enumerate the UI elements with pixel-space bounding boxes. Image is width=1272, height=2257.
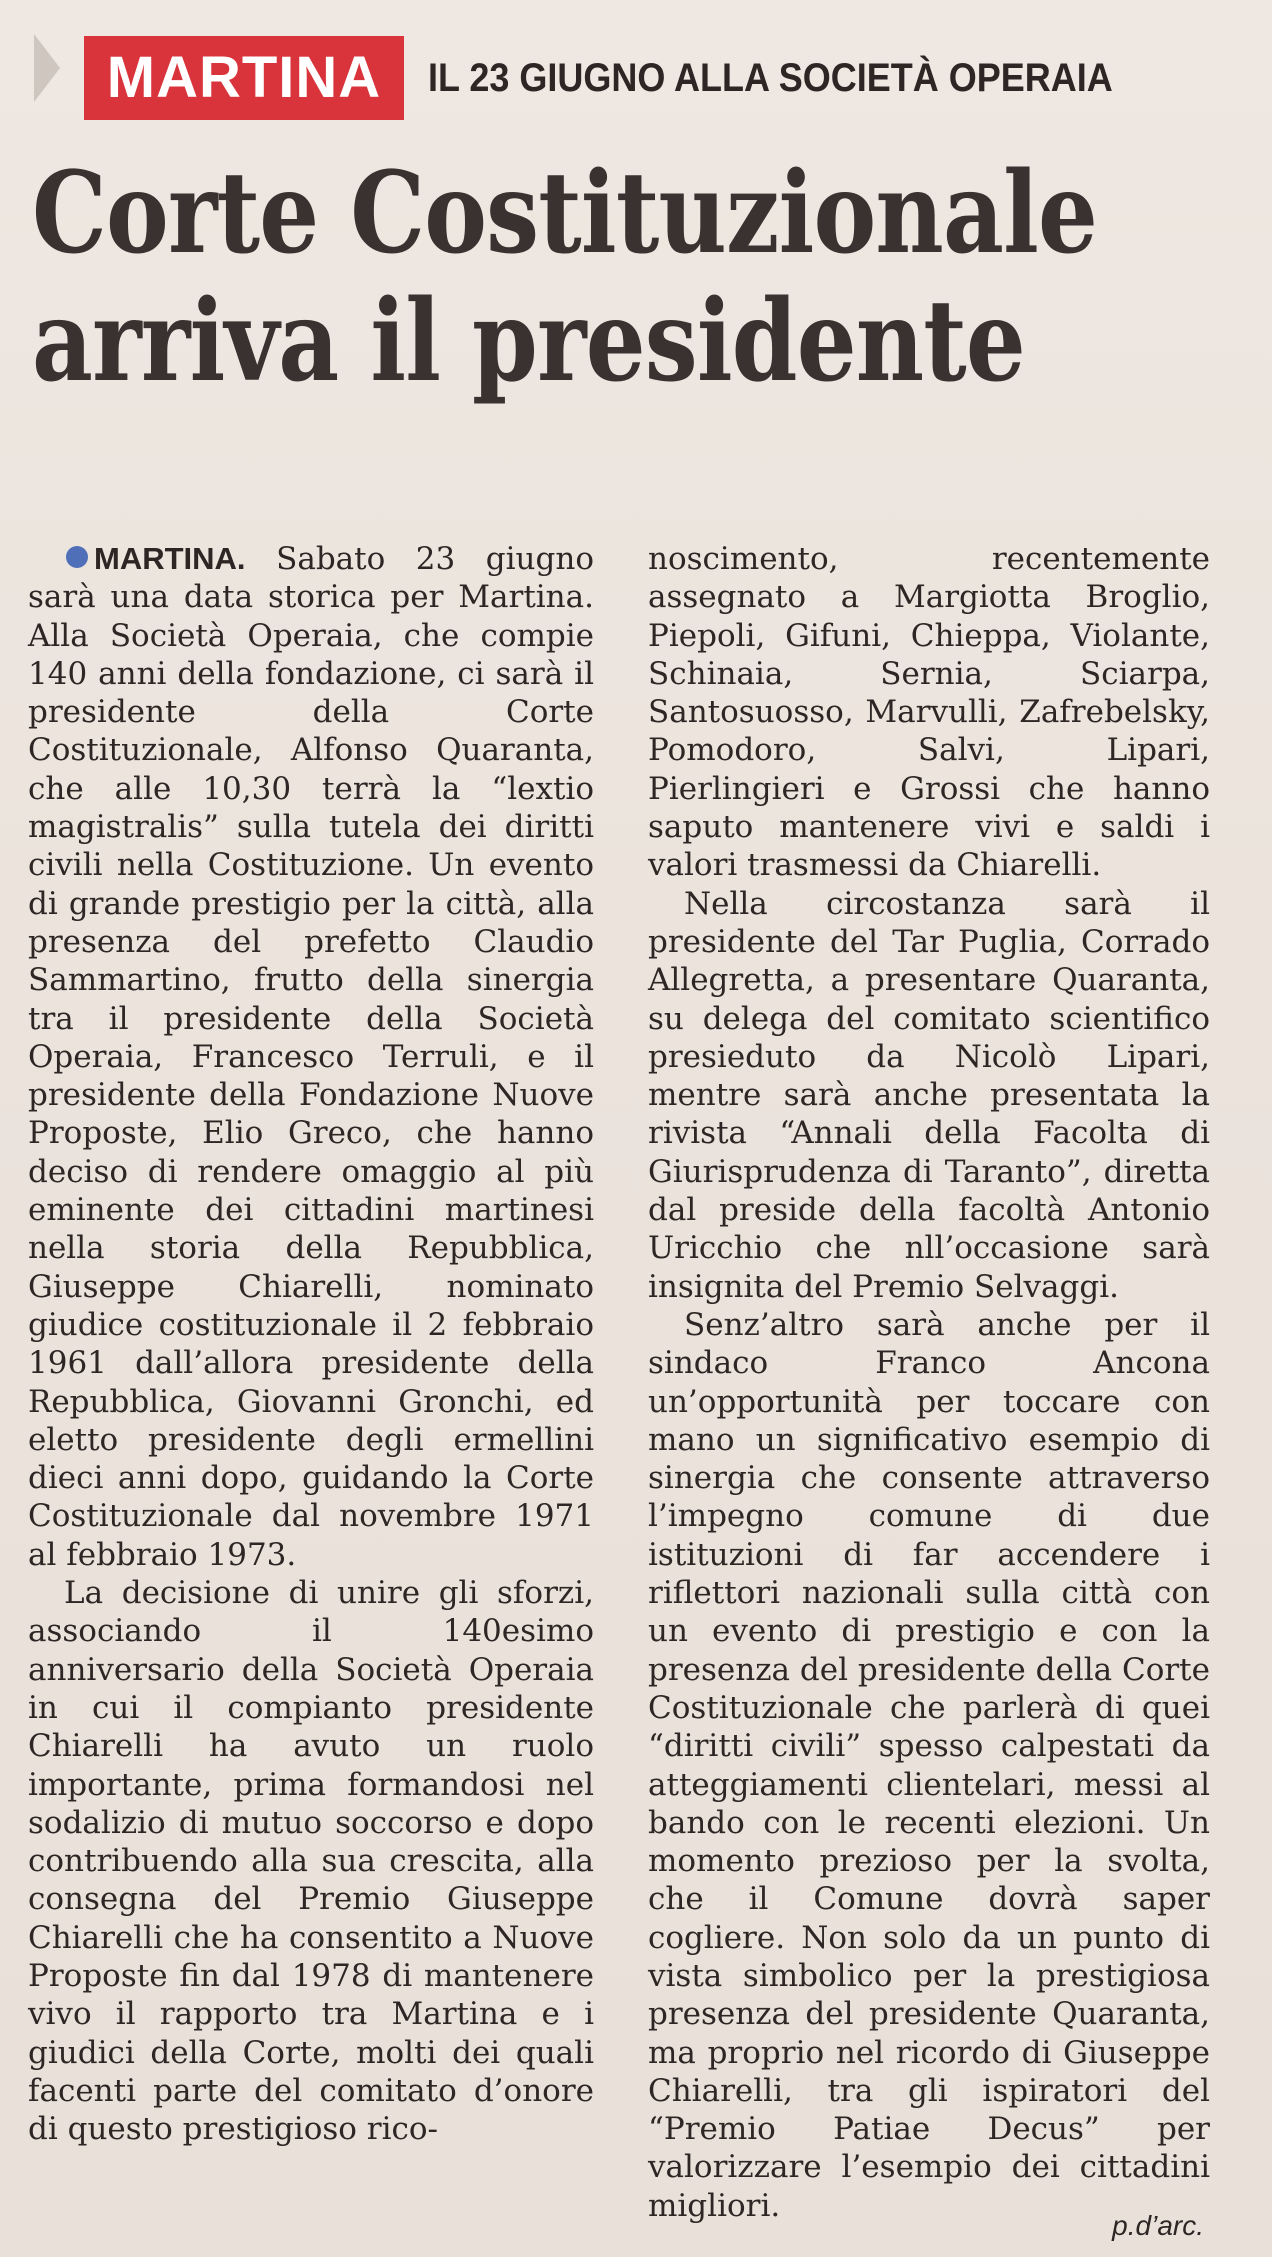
headline-line-2: arriva il presidente xyxy=(32,276,1025,407)
headline-line-1: Corte Costituzionale xyxy=(32,148,1097,279)
kicker-subtitle: IL 23 GIUGNO ALLA SOCIETÀ OPERAIA xyxy=(428,56,1113,100)
paragraph-2: La decisione di unire gli sforzi, associando il 140esimo anniversario della Società Operaia in cui il compianto presidente Chiarelli ha avuto un ruolo importante, prima formandosi nel sodalizio di mutuo soccorso e dopo contribuendo alla sua crescita, alla consegna del Premio Giuseppe Chiarelli che ha consentito a Nuove Proposte fin dal 1978 di mantenere vivo il rapporto tra Martina e i giudici della Corte, molti dei quali facenti parte del comitato d’onore di questo prestigioso rico- xyxy=(28,1575,594,2148)
author-signature: p.d’arc. xyxy=(1112,2210,1204,2241)
bullet-dot-icon xyxy=(66,546,88,568)
paragraph-1 xyxy=(28,540,594,1574)
article-column-right xyxy=(648,540,1210,2225)
paragraph-5: Senz’altro sarà anche per il sindaco Franco Ancona un’opportunità per toccare con mano un significativo esempio di sinergia che consente attraverso l’impegno comune di due istituzioni di far accendere i riflettori nazionali sulla città con un evento di prestigio e con la presenza del presidente della Corte Costituzionale che parlerà di quei “diritti civili” spesso calpestati da atteggiamenti clientelari, messi al bando con le recenti elezioni. Un momento prezioso per la svolta, che il Comune dovrà saper cogliere. Non solo da un punto di vista simbolico per la prestigiosa presenza del presidente Quaranta, ma proprio nel ricordo di Giuseppe Chiarelli, tra gli ispiratori del “Premio Patiae Decus” per valorizzare l’esempio dei cittadini migliori. xyxy=(648,1306,1210,2224)
paragraph-4: Nella circostanza sarà il presidente del Tar Puglia, Corrado Allegretta, a presentare Quaranta, su delega del comitato scientifico presieduto da Nicolò Lipari, mentre sarà anche presentata la rivista “Annali della Facolta di Giurisprudenza di Taranto”, diretta dal preside della facoltà Antonio Uricchio che nll’occasione sarà insignita del Premio Selvaggi. xyxy=(648,885,1210,1305)
article-column-left xyxy=(28,540,594,2148)
paragraph-3: noscimento, recentemente assegnato a Margiotta Broglio, Piepoli, Gifuni, Chieppa, Violante, Schinaia, Sernia, Sciarpa, Santosuosso, Marvulli, Zafrebelsky, Pomodoro, Salvi, Lipari, Pierlingieri e Grossi che hanno saputo mantenere vivi e saldi i valori trasmessi da Chiarelli. xyxy=(648,541,1210,884)
kicker-badge xyxy=(84,36,404,120)
dateline: MARTINA. xyxy=(94,541,246,576)
kicker-label: MARTINA xyxy=(106,45,382,110)
paragraph-1-text: Sabato 23 giugno sarà una data storica per Martina. Alla Società Operaia, che compie 140 anni della fondazione, ci sarà il presidente della Corte Costituzionale, Alfonso Quaranta, che alle 10,30 terrà la “lextio magistralis” sulla tutela dei diritti civili nella Costituzione. Un evento di grande prestigio per la città, alla presenza del prefetto Claudio Sammartino, frutto della sinergia tra il presidente della Società Operaia, Francesco Terruli, e il presidente della Fondazione Nuove Proposte, Elio Greco, che hanno deciso di rendere omaggio al più eminente dei cittadini martinesi nella storia della Repubblica, Giuseppe Chiarelli, nominato giudice costituzionale il 2 febbraio 1961 dall’allora presidente della Repubblica, Giovanni Gronchi, ed eletto presidente degli ermellini dieci anni dopo, guidando la Corte Costituzionale dal novembre 1971 al febbraio 1973. xyxy=(28,541,594,1573)
headline xyxy=(32,150,1097,406)
section-arrow-icon xyxy=(34,34,60,102)
